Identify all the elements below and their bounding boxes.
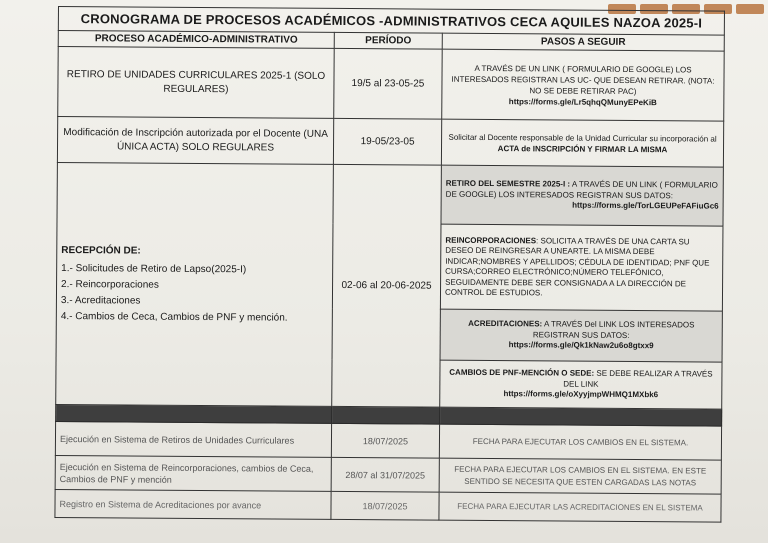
form-link[interactable]: https://forms.gle/TorLGEUPeFAFiuGc6 (572, 200, 719, 211)
step-text: : SOLICITA A TRAVÉS DE UNA CARTA SU DESEO DE REINGRESAR A UNEARTE. LA MISMA DEBE INDICAR;NOMBRES Y APELLIDOS; CÉDULA DE IDENTIDAD; PNF QUE CURSA;CORREO ELECTRÓNICO;NÚMERO TELEFÓNICO, SEGUIDAMENTE DEBE SER CONSIGNADA A LA DIRECCIÓN DE CONTROL DE ESTUDIOS. (444, 235, 710, 298)
pasos-bold: ACTA de INSCRIPCIÓN Y FIRMAR LA MISMA (497, 143, 668, 154)
form-link[interactable]: https://forms.gle/oXyyjmpWHMQ1MXbk6 (503, 389, 659, 400)
row-proceso: Ejecución en Sistema de Retiros de Unidades Curriculares (55, 421, 331, 457)
list-item: 1.- Solicitudes de Retiro de Lapso(2025-I) (61, 262, 247, 275)
row-proceso: Registro en Sistema de Acreditaciones por avance (55, 489, 331, 519)
table-row (55, 489, 721, 522)
row-pasos: FECHA PARA EJECUTAR LAS ACREDITACIONES EN EL SISTEMA (439, 492, 721, 522)
row-pasos (442, 49, 724, 121)
reception-periodo: 02-06 al 20-06-2025 (332, 164, 442, 407)
row-proceso: RETIRO DE UNIDADES CURRICULARES 2025-1 (SOLO REGULARES) (58, 47, 334, 119)
row-pasos (441, 119, 723, 167)
header-pasos: PASOS A SEGUIR (442, 33, 724, 51)
schedule-table (54, 6, 725, 523)
step-text: A TRAVÉS Del LINK LOS INTERESADOS REGISTRAN SUS DATOS: (532, 319, 695, 340)
list-item: 3.- Acreditaciones (60, 294, 141, 307)
row-periodo: 28/07 al 31/07/2025 (331, 457, 439, 492)
table-row (57, 117, 723, 168)
cambios-step (440, 360, 722, 409)
table-row (58, 47, 724, 122)
step-label: REINCORPORACIONES (445, 235, 537, 245)
row-periodo: 18/07/2025 (331, 491, 439, 520)
step-label: CAMBIOS DE PNF-MENCIÓN O SEDE: (449, 367, 595, 379)
acreditaciones-step (440, 309, 722, 362)
form-link[interactable]: https://forms.gle/Qk1kNaw2u6o8gtxx9 (508, 340, 654, 351)
step-text: SE DEBE REALIZAR A TRAVÉS DEL LINK (563, 369, 713, 389)
table-row (55, 455, 721, 494)
reception-heading: RECEPCIÓN DE: (61, 244, 141, 257)
pasos-text: Solicitar al Docente responsable de la Unidad Curricular su incorporación al (448, 132, 717, 144)
schedule-sheet (54, 6, 724, 533)
step-label: ACREDITACIONES: (468, 319, 543, 329)
header-proceso: PROCESO ACADÉMICO-ADMINISTRATIVO (58, 31, 334, 49)
pasos-text: A TRAVÉS DE UN LINK ( FORMULARIO DE GOOGLE) LOS INTERESADOS REGISTRAN LAS UC- QUE DESEAN RETIRAR. (NOTA: NO SE DEBE RETIRAR PAC) (451, 63, 715, 96)
row-pasos: FECHA PARA EJECUTAR LOS CAMBIOS EN EL SISTEMA. EN ESTE SENTIDO SE NECESITA QUE ESTEN CARGADAS LAS NOTAS (439, 458, 721, 494)
reception-row (57, 162, 723, 226)
reception-cell (56, 162, 334, 406)
row-periodo: 19/5 al 23-05-25 (334, 48, 442, 119)
row-proceso: Modificación de Inscripción autorizada por el Docente (UNA ÚNICA ACTA) SOLO REGULARES (57, 117, 333, 165)
step-text: A TRAVÉS DE UN LINK ( FORMULARIO DE GOOGLE) LOS INTERESADOS REGISTRAN SUS DATOS: (445, 179, 718, 201)
row-periodo: 18/07/2025 (331, 423, 439, 458)
form-link[interactable]: https://forms.gle/Lr5qhqQMunyEPeKiB (508, 96, 657, 107)
row-periodo: 19-05/23-05 (333, 118, 441, 165)
reincorporaciones-step (440, 224, 723, 311)
row-proceso: Ejecución en Sistema de Reincorporaciones, cambios de Ceca, Cambios de PNF y mención (55, 455, 331, 491)
table-row (55, 421, 721, 460)
list-item: 4.- Cambios de Ceca, Cambios de PNF y mención. (60, 310, 288, 324)
retiro-semestre-step (441, 165, 723, 226)
row-pasos: FECHA PARA EJECUTAR LOS CAMBIOS EN EL SISTEMA. (439, 424, 721, 460)
step-label: RETIRO DEL SEMESTRE 2025-I : (445, 178, 571, 189)
document-title: CRONOGRAMA DE PROCESOS ACADÉMICOS -ADMINISTRATIVOS CECA AQUILES NAZOA 2025-I (58, 7, 724, 36)
tape-strip (736, 4, 764, 14)
list-item: 2.- Reincorporaciones (61, 278, 159, 291)
header-periodo: PERÍODO (334, 32, 442, 49)
